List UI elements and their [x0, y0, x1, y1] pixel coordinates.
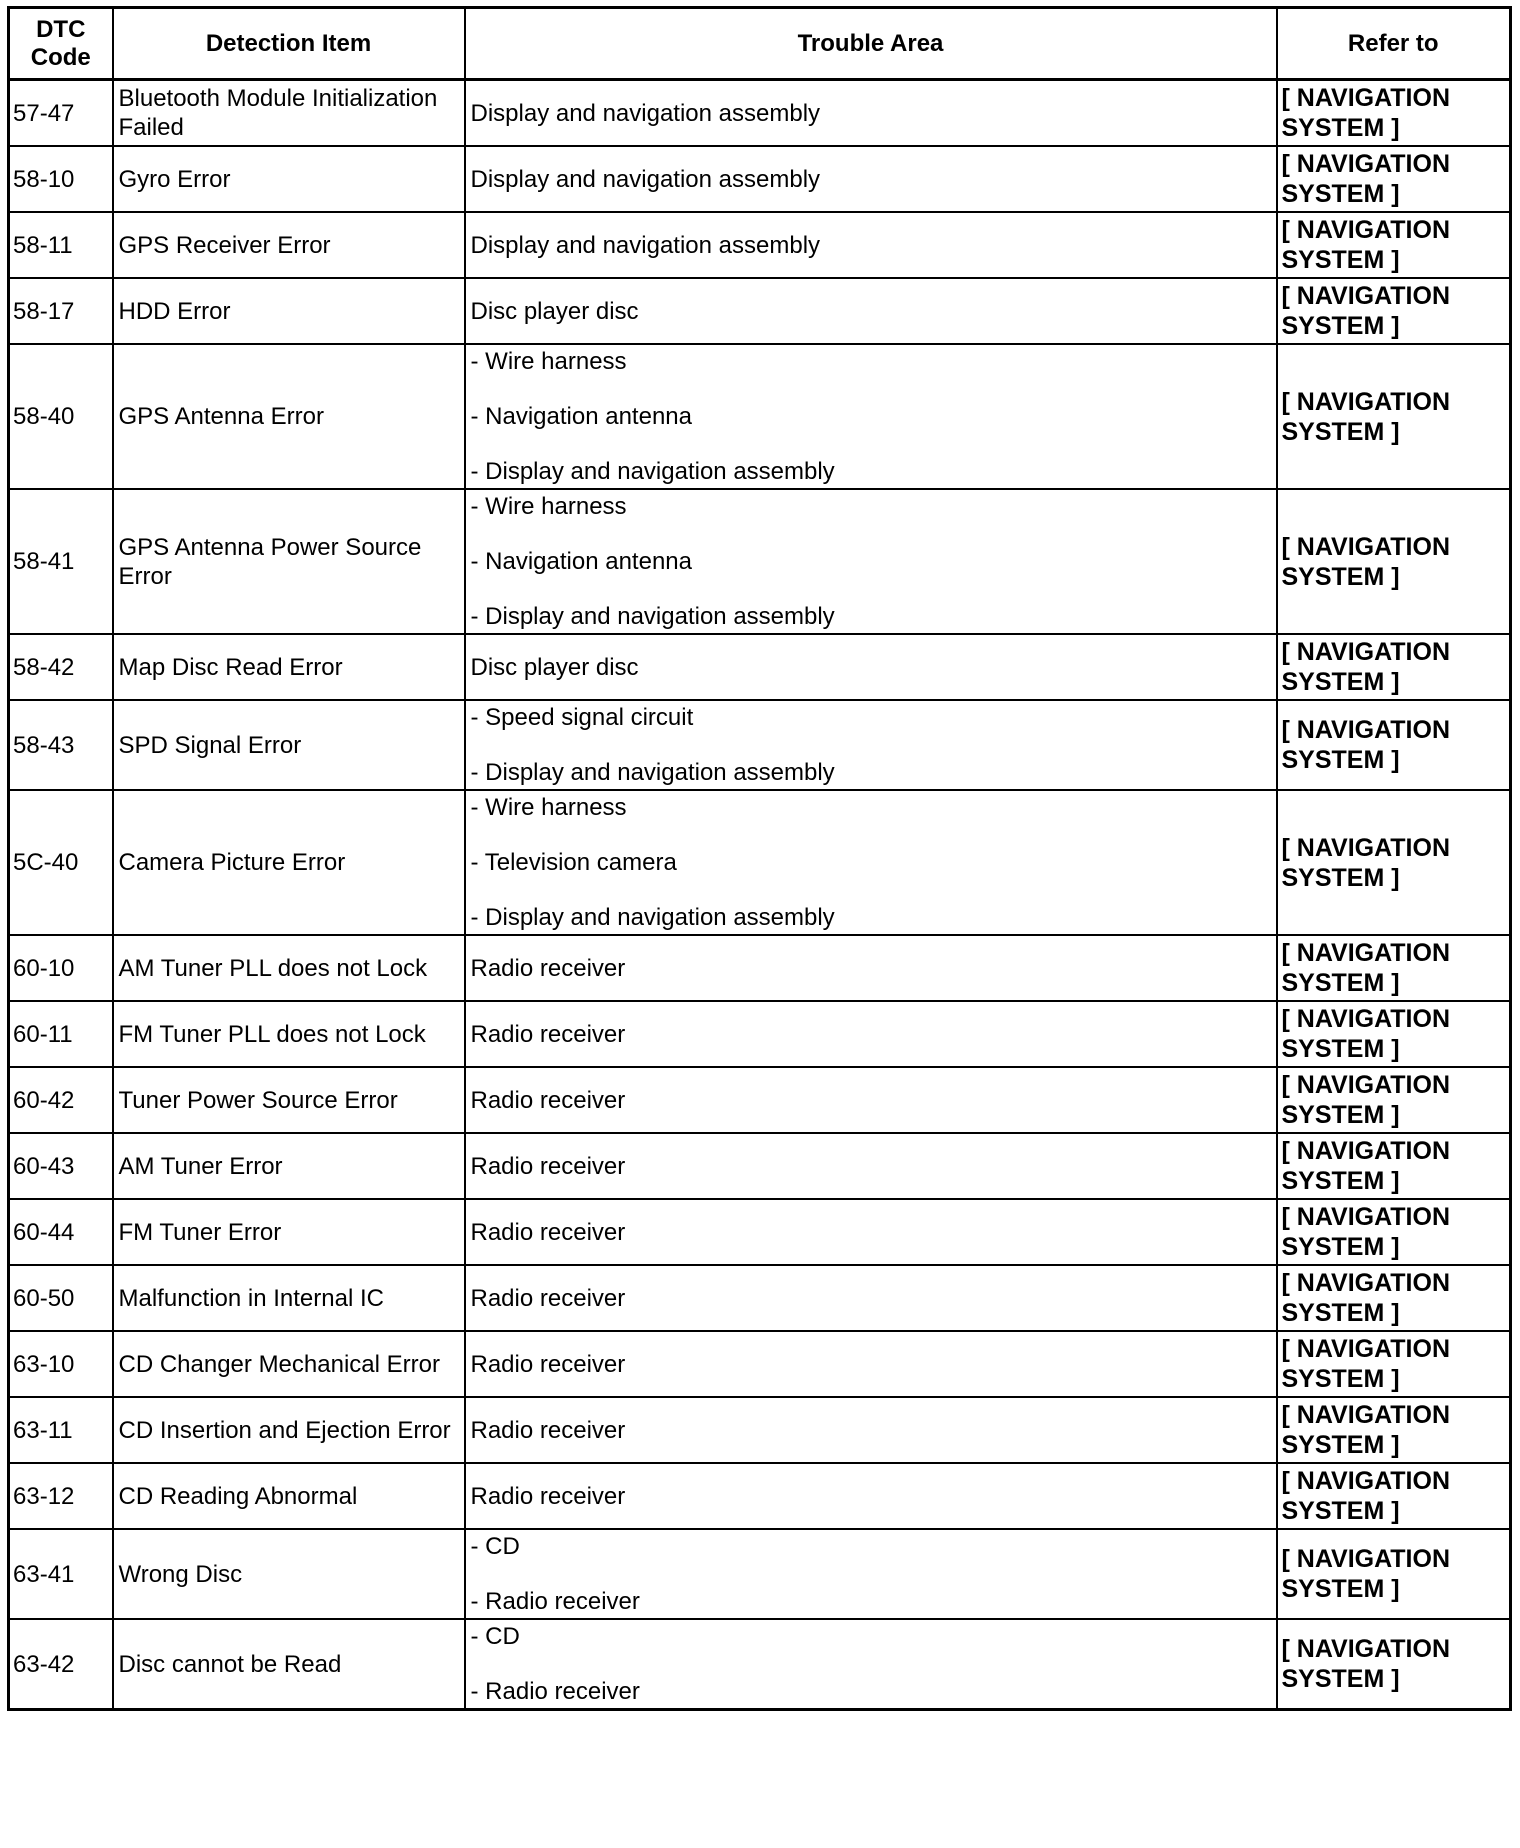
- refer-to-line: SYSTEM ]: [1281, 1665, 1400, 1693]
- trouble-area-cell: [465, 489, 1277, 634]
- dtc-code-cell: 58-11: [9, 212, 113, 278]
- refer-to-cell: [1277, 344, 1511, 489]
- detection-item-cell: GPS Antenna Power Source Error: [113, 489, 465, 634]
- detection-item-cell: Malfunction in Internal IC: [113, 1265, 465, 1331]
- trouble-area-line: Radio receiver: [470, 1020, 626, 1048]
- refer-to-line: [ NAVIGATION: [1281, 1401, 1451, 1429]
- refer-to-line: SYSTEM ]: [1281, 1431, 1400, 1459]
- table-row: [9, 1133, 1511, 1199]
- refer-to-line: [ NAVIGATION: [1281, 833, 1451, 862]
- refer-to-cell: [1277, 700, 1511, 790]
- refer-to-cell: [1277, 1265, 1511, 1331]
- trouble-area-line: - Radio receiver: [470, 1588, 640, 1615]
- refer-to-line: SYSTEM ]: [1281, 863, 1400, 892]
- refer-to-line: SYSTEM ]: [1281, 1035, 1400, 1063]
- refer-to-line: SYSTEM ]: [1281, 969, 1400, 997]
- trouble-area-line: - Radio receiver: [470, 1678, 640, 1705]
- refer-to-line: [ NAVIGATION: [1281, 1335, 1451, 1363]
- trouble-area-cell: [465, 1001, 1277, 1067]
- trouble-area-cell: [465, 700, 1277, 790]
- refer-to-cell: [1277, 935, 1511, 1001]
- trouble-area-line: Radio receiver: [470, 1350, 626, 1378]
- dtc-code-cell: 60-42: [9, 1067, 113, 1133]
- dtc-code-cell: 58-40: [9, 344, 113, 489]
- trouble-area-cell: [465, 790, 1277, 935]
- table-row: [9, 700, 1511, 790]
- dtc-table: [7, 6, 1512, 1711]
- trouble-area-cell: [465, 1529, 1277, 1619]
- dtc-code-cell: 63-10: [9, 1331, 113, 1397]
- dtc-code-cell: 60-43: [9, 1133, 113, 1199]
- table-row: [9, 634, 1511, 700]
- refer-to-line: [ NAVIGATION: [1281, 1545, 1451, 1573]
- detection-item-cell: HDD Error: [113, 278, 465, 344]
- table-row: [9, 1067, 1511, 1133]
- dtc-code-cell: 60-11: [9, 1001, 113, 1067]
- detection-item-cell: GPS Receiver Error: [113, 212, 465, 278]
- refer-to-line: SYSTEM ]: [1281, 417, 1400, 446]
- table-row: [9, 1619, 1511, 1710]
- trouble-area-cell: [465, 935, 1277, 1001]
- refer-to-line: [ NAVIGATION: [1281, 1467, 1451, 1495]
- detection-item-cell: CD Changer Mechanical Error: [113, 1331, 465, 1397]
- refer-to-line: [ NAVIGATION: [1281, 216, 1451, 244]
- detection-item-cell: Map Disc Read Error: [113, 634, 465, 700]
- refer-to-line: SYSTEM ]: [1281, 668, 1400, 696]
- refer-to-line: [ NAVIGATION: [1281, 150, 1451, 178]
- refer-to-cell: [1277, 278, 1511, 344]
- dtc-code-cell: 60-44: [9, 1199, 113, 1265]
- refer-to-line: [ NAVIGATION: [1281, 638, 1451, 666]
- refer-to-line: SYSTEM ]: [1281, 1167, 1400, 1195]
- refer-to-line: SYSTEM ]: [1281, 562, 1400, 591]
- refer-to-line: SYSTEM ]: [1281, 1575, 1400, 1603]
- trouble-area-cell: [465, 212, 1277, 278]
- refer-to-cell: [1277, 1199, 1511, 1265]
- header-dtc-code-line-1: DTC: [36, 15, 86, 43]
- refer-to-cell: [1277, 1331, 1511, 1397]
- refer-to-line: [ NAVIGATION: [1281, 1071, 1451, 1099]
- detection-item-cell: Disc cannot be Read: [113, 1619, 465, 1710]
- table-row: [9, 344, 1511, 489]
- refer-to-cell: [1277, 80, 1511, 147]
- trouble-area-line: - Navigation antenna: [470, 548, 692, 575]
- trouble-area-line: Display and navigation assembly: [470, 231, 821, 259]
- detection-item-cell: FM Tuner PLL does not Lock: [113, 1001, 465, 1067]
- refer-to-line: [ NAVIGATION: [1281, 532, 1451, 561]
- refer-to-cell: [1277, 1463, 1511, 1529]
- trouble-area-line: - Display and navigation assembly: [470, 603, 835, 630]
- table-row: [9, 935, 1511, 1001]
- refer-to-line: SYSTEM ]: [1281, 180, 1400, 208]
- refer-to-line: [ NAVIGATION: [1281, 1269, 1451, 1297]
- detection-item-cell: AM Tuner Error: [113, 1133, 465, 1199]
- dtc-code-cell: 58-10: [9, 146, 113, 212]
- header-detection-item: Detection Item: [113, 8, 465, 80]
- trouble-area-line: - CD: [470, 1533, 520, 1560]
- refer-to-line: [ NAVIGATION: [1281, 84, 1451, 112]
- trouble-area-cell: [465, 278, 1277, 344]
- trouble-area-cell: [465, 1619, 1277, 1710]
- refer-to-line: SYSTEM ]: [1281, 114, 1400, 142]
- trouble-area-line: - Speed signal circuit: [470, 704, 694, 731]
- trouble-area-cell: [465, 1133, 1277, 1199]
- trouble-area-line: Disc player disc: [470, 297, 639, 325]
- table-row: [9, 1397, 1511, 1463]
- trouble-area-line: Display and navigation assembly: [470, 99, 821, 127]
- refer-to-line: SYSTEM ]: [1281, 1365, 1400, 1393]
- refer-to-cell: [1277, 1067, 1511, 1133]
- trouble-area-cell: [465, 1397, 1277, 1463]
- trouble-area-line: Radio receiver: [470, 1086, 626, 1114]
- detection-item-cell: Gyro Error: [113, 146, 465, 212]
- trouble-area-cell: [465, 1067, 1277, 1133]
- dtc-code-cell: 63-41: [9, 1529, 113, 1619]
- table-body: [9, 80, 1511, 1710]
- trouble-area-line: Radio receiver: [470, 1416, 626, 1444]
- refer-to-cell: [1277, 1001, 1511, 1067]
- dtc-code-cell: 58-17: [9, 278, 113, 344]
- dtc-code-cell: 58-41: [9, 489, 113, 634]
- header-dtc-code: [9, 8, 113, 80]
- detection-item-cell: GPS Antenna Error: [113, 344, 465, 489]
- table-row: [9, 80, 1511, 147]
- refer-to-line: [ NAVIGATION: [1281, 716, 1451, 744]
- detection-item-cell: Bluetooth Module Initialization Failed: [113, 80, 465, 147]
- header-refer-to: Refer to: [1277, 8, 1511, 80]
- refer-to-cell: [1277, 212, 1511, 278]
- refer-to-line: SYSTEM ]: [1281, 1497, 1400, 1525]
- refer-to-line: [ NAVIGATION: [1281, 1005, 1451, 1033]
- refer-to-line: [ NAVIGATION: [1281, 282, 1451, 310]
- dtc-code-cell: 58-43: [9, 700, 113, 790]
- header-dtc-code-line-2: Code: [30, 43, 91, 71]
- table-row: [9, 790, 1511, 935]
- dtc-code-cell: 57-47: [9, 80, 113, 147]
- trouble-area-line: - Wire harness: [470, 348, 627, 375]
- trouble-area-line: Display and navigation assembly: [470, 165, 821, 193]
- dtc-code-cell: 5C-40: [9, 790, 113, 935]
- dtc-document: [7, 6, 1509, 1711]
- trouble-area-line: - Television camera: [470, 849, 677, 876]
- refer-to-line: [ NAVIGATION: [1281, 939, 1451, 967]
- detection-item-cell: AM Tuner PLL does not Lock: [113, 935, 465, 1001]
- refer-to-cell: [1277, 1133, 1511, 1199]
- dtc-code-cell: 63-11: [9, 1397, 113, 1463]
- refer-to-cell: [1277, 489, 1511, 634]
- trouble-area-line: - Navigation antenna: [470, 403, 692, 430]
- refer-to-line: [ NAVIGATION: [1281, 1203, 1451, 1231]
- trouble-area-line: Disc player disc: [470, 653, 639, 681]
- trouble-area-line: Radio receiver: [470, 1482, 626, 1510]
- refer-to-line: SYSTEM ]: [1281, 246, 1400, 274]
- header-row: [9, 8, 1511, 80]
- trouble-area-line: Radio receiver: [470, 1284, 626, 1312]
- detection-item-cell: CD Insertion and Ejection Error: [113, 1397, 465, 1463]
- detection-item-cell: Tuner Power Source Error: [113, 1067, 465, 1133]
- trouble-area-line: Radio receiver: [470, 1218, 626, 1246]
- dtc-code-cell: 60-10: [9, 935, 113, 1001]
- trouble-area-line: - Display and navigation assembly: [470, 759, 835, 786]
- table-row: [9, 489, 1511, 634]
- trouble-area-cell: [465, 1463, 1277, 1529]
- refer-to-cell: [1277, 1619, 1511, 1710]
- table-row: [9, 1331, 1511, 1397]
- trouble-area-cell: [465, 146, 1277, 212]
- refer-to-line: SYSTEM ]: [1281, 1101, 1400, 1129]
- table-row: [9, 1001, 1511, 1067]
- trouble-area-line: - CD: [470, 1623, 520, 1650]
- refer-to-cell: [1277, 146, 1511, 212]
- trouble-area-line: - Display and navigation assembly: [470, 458, 835, 485]
- refer-to-line: SYSTEM ]: [1281, 746, 1400, 774]
- refer-to-cell: [1277, 790, 1511, 935]
- refer-to-line: [ NAVIGATION: [1281, 1635, 1451, 1663]
- detection-item-cell: Camera Picture Error: [113, 790, 465, 935]
- table-row: [9, 278, 1511, 344]
- table-row: [9, 212, 1511, 278]
- refer-to-cell: [1277, 1397, 1511, 1463]
- refer-to-cell: [1277, 1529, 1511, 1619]
- dtc-code-cell: 60-50: [9, 1265, 113, 1331]
- dtc-code-cell: 63-42: [9, 1619, 113, 1710]
- dtc-code-cell: 63-12: [9, 1463, 113, 1529]
- table-row: [9, 1463, 1511, 1529]
- trouble-area-line: - Display and navigation assembly: [470, 904, 835, 931]
- header-trouble-area: Trouble Area: [465, 8, 1277, 80]
- refer-to-line: SYSTEM ]: [1281, 312, 1400, 340]
- detection-item-cell: FM Tuner Error: [113, 1199, 465, 1265]
- refer-to-line: SYSTEM ]: [1281, 1299, 1400, 1327]
- trouble-area-cell: [465, 634, 1277, 700]
- refer-to-line: SYSTEM ]: [1281, 1233, 1400, 1261]
- detection-item-cell: CD Reading Abnormal: [113, 1463, 465, 1529]
- trouble-area-cell: [465, 1331, 1277, 1397]
- trouble-area-cell: [465, 1265, 1277, 1331]
- trouble-area-cell: [465, 80, 1277, 147]
- dtc-code-cell: 58-42: [9, 634, 113, 700]
- table-row: [9, 1529, 1511, 1619]
- refer-to-line: [ NAVIGATION: [1281, 387, 1451, 416]
- trouble-area-line: Radio receiver: [470, 954, 626, 982]
- table-row: [9, 1199, 1511, 1265]
- table-header: [9, 8, 1511, 80]
- refer-to-cell: [1277, 634, 1511, 700]
- trouble-area-line: Radio receiver: [470, 1152, 626, 1180]
- detection-item-cell: Wrong Disc: [113, 1529, 465, 1619]
- detection-item-cell: SPD Signal Error: [113, 700, 465, 790]
- trouble-area-cell: [465, 344, 1277, 489]
- table-row: [9, 146, 1511, 212]
- table-row: [9, 1265, 1511, 1331]
- refer-to-line: [ NAVIGATION: [1281, 1137, 1451, 1165]
- trouble-area-line: - Wire harness: [470, 493, 627, 520]
- trouble-area-cell: [465, 1199, 1277, 1265]
- trouble-area-line: - Wire harness: [470, 794, 627, 821]
